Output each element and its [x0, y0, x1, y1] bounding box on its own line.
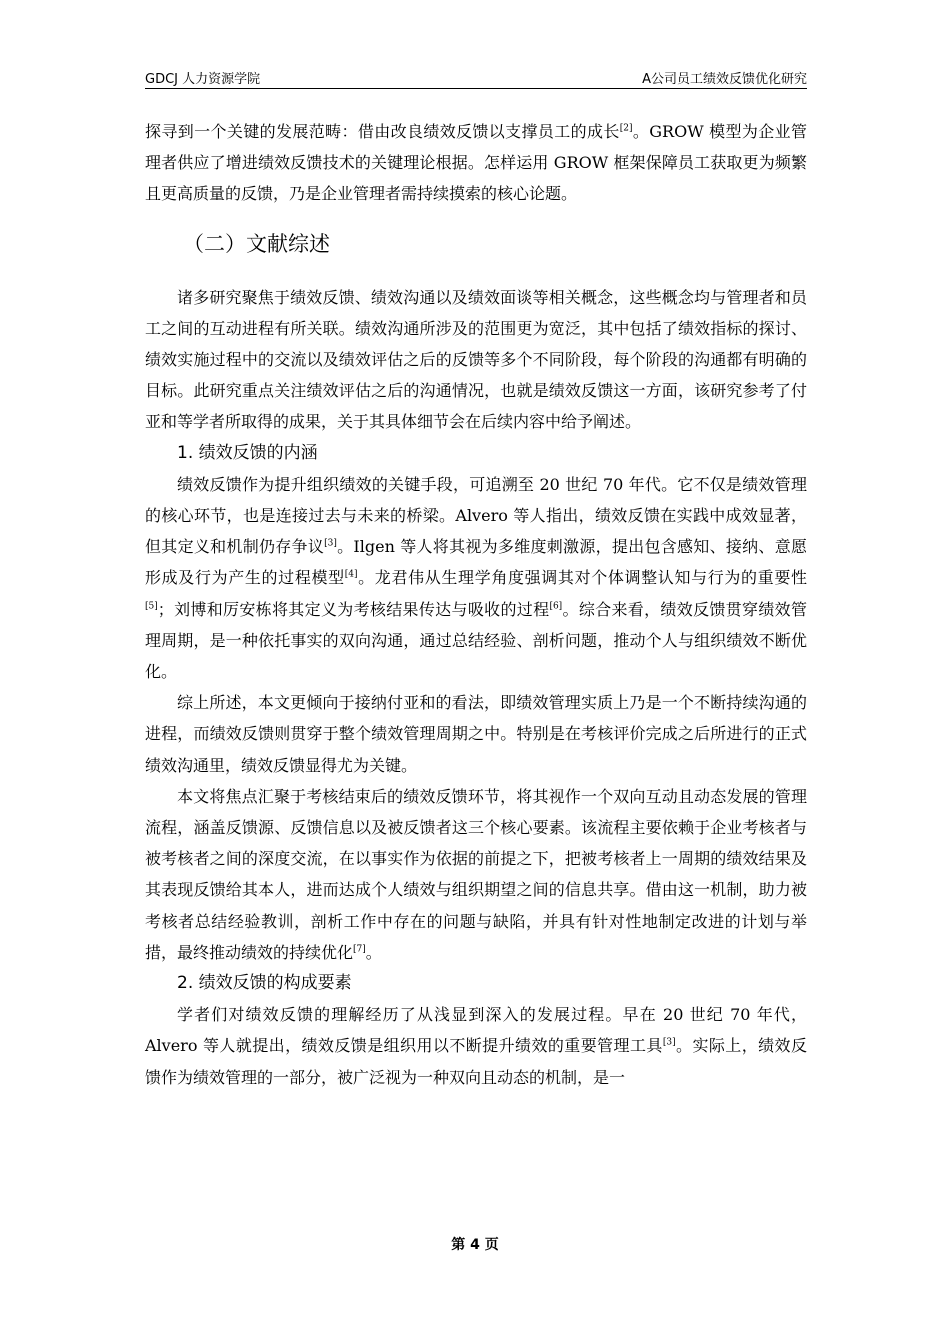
header-school: GDCJ 人力资源学院 [145, 72, 261, 87]
paragraph-text: 。实际上，绩效反馈作为绩效管理的一部分，被广泛视为一种双向且动态的机制，是一 [145, 1036, 807, 1087]
subsection-2-paragraph-1 [145, 999, 807, 1093]
paragraph-text: 学者们对绩效反馈的理解经历了从浅显到深入的发展过程。早在 20 世纪 70 年代，Alvero 等人就提出，绩效反馈是组织用以不断提升绩效的重要管理工具 [145, 1005, 807, 1056]
paragraph-text: ；刘博和厉安栋将其定义为考核结果传达与吸收的过程 [157, 599, 550, 619]
paragraph-text: 。龙君伟从生理学角度强调其对个体调整认知与行为的重要性 [357, 568, 807, 588]
citation-ref: [2] [619, 123, 633, 134]
intro-paragraph [145, 116, 807, 210]
body-text [145, 116, 807, 1093]
citation-ref: [4] [344, 570, 358, 581]
citation-ref: [3] [662, 1038, 676, 1049]
subsection-1-paragraph-3 [145, 781, 807, 968]
citation-ref: [6] [549, 601, 563, 612]
paragraph-text: 绩效反馈作为提升组织绩效的关键手段，可追溯至 20 世纪 70 年代。它不仅是绩效管理的核心环节，也是连接过去与未来的桥梁。Alvero 等人指出，绩效反馈在实践中成效显著，但其定义和机制仍存争议 [145, 474, 807, 557]
paragraph-text: 。 [365, 942, 382, 962]
subsection-heading-2: 2. 绩效反馈的构成要素 [177, 973, 352, 994]
intro-text: 探寻到一个关键的发展范畴：借由改良绩效反馈以支撑员工的成长 [145, 122, 620, 141]
citation-ref: [7] [353, 944, 366, 955]
citation-ref: [3] [324, 538, 337, 549]
subsection-1-paragraph-2: 综上所述，本文更倾向于接纳付亚和的看法，即绩效管理实质上乃是一个不断持续沟通的进程，而绩效反馈则贯穿于整个绩效管理周期之中。特别是在考核评价完成之后所进行的正式绩效沟通里，绩效反馈显得尤为关键。 [145, 693, 807, 775]
paragraph-text: 。Ilgen 等人将其视为多维度刺激源，提出包含感知、接纳、意愿形成及行为产生的过程模型 [145, 537, 807, 588]
subsection-heading-1: 1. 绩效反馈的内涵 [177, 442, 318, 463]
section-heading: （二）文献综述 [183, 231, 330, 256]
literature-review-paragraph: 诸多研究聚焦于绩效反馈、绩效沟通以及绩效面谈等相关概念，这些概念均与管理者和员工之间的互动进程有所关联。绩效沟通所涉及的范围更为宽泛，其中包括了绩效指标的探讨、绩效实施过程中的交流以及绩效评估之后的反馈等多个不同阶段，每个阶段的沟通都有明确的目标。此研究重点关注绩效评估之后的沟通情况，也就是绩效反馈这一方面，该研究参考了付亚和等学者所取得的成果，关于其具体细节会在后续内容中给予阐述。 [145, 287, 807, 432]
paragraph-text: 本文将焦点汇聚于考核结束后的绩效反馈环节，将其视作一个双向互动且动态发展的管理流程，涵盖反馈源、反馈信息以及被反馈者这三个核心要素。该流程主要依赖于企业考核者与被考核者之间的深度交流，在以事实作为依据的前提之下，把被考核者上一周期的绩效结果及其表现反馈给其本人，进而达成个人绩效与组织期望之间的信息共享。借由这一机制，助力被考核者总结经验教训，剖析工作中存在的问题与缺陷，并具有针对性地制定改进的计划与举措，最终推动绩效的持续优化 [145, 786, 807, 962]
subsection-1-paragraph-1 [145, 469, 807, 687]
page-number: 第 4 页 [451, 1237, 499, 1253]
citation-ref: [5] [145, 601, 158, 612]
header-thesis-title: A公司员工绩效反馈优化研究 [642, 72, 807, 87]
intro-text-tail: 。GROW 模型为企业管理者供应了增进绩效反馈技术的关键理论根据。怎样运用 GROW 框架保障员工获取更为频繁且更高质量的反馈，乃是企业管理者需持续摸索的核心论题。 [145, 122, 807, 204]
page-header [145, 66, 807, 89]
paragraph-text: 。综合来看，绩效反馈贯穿绩效管理周期，是一种依托事实的双向沟通，通过总结经验、剖析问题，推动个人与组织绩效不断优化。 [145, 599, 807, 682]
